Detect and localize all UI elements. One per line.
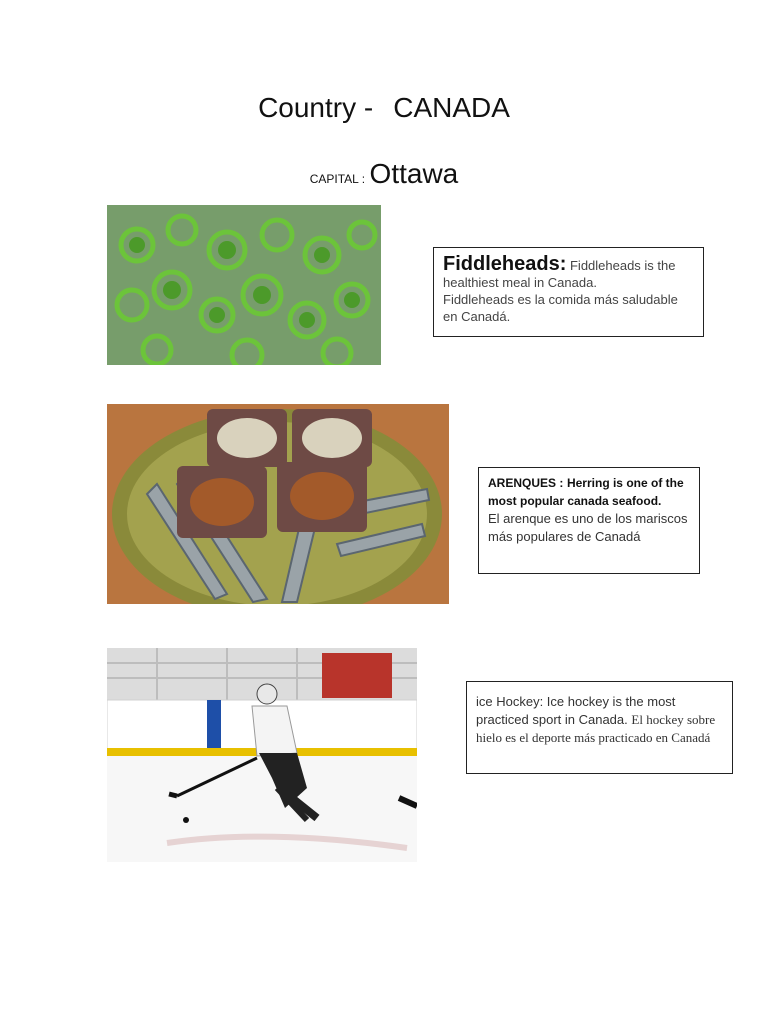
capital-value: Ottawa xyxy=(369,158,459,189)
herring-text-en: Herring is one of the most popular canada seafood. xyxy=(488,476,684,508)
herring-text-es: El arenque es uno de los mariscos más populares de Canadá xyxy=(488,511,688,544)
herring-photo xyxy=(107,404,449,604)
capital-line xyxy=(0,158,768,190)
fiddleheads-heading: Fiddleheads: xyxy=(443,253,567,275)
fiddleheads-photo xyxy=(107,205,381,365)
hockey-photo xyxy=(107,648,417,862)
herring-caption xyxy=(478,467,700,574)
hockey-caption xyxy=(466,681,733,774)
country-name: CANADA xyxy=(393,92,510,123)
fiddleheads-caption xyxy=(433,247,704,337)
fiddleheads-text-en: Fiddleheads is the healthiest meal in Canada. xyxy=(443,258,676,290)
page-title xyxy=(0,92,768,124)
herring-heading: ARENQUES : xyxy=(488,476,564,490)
fiddleheads-text-es: Fiddleheads es la comida más saludable en Canadá. xyxy=(443,292,678,324)
country-label: Country - xyxy=(258,92,374,123)
capital-label: CAPITAL : xyxy=(309,172,366,186)
hockey-text-en: ice Hockey: Ice hockey is the most practiced sport in Canada. xyxy=(476,694,676,727)
hockey-text-es: El hockey sobre hielo es el deporte más practicado en Canadá xyxy=(476,712,716,745)
